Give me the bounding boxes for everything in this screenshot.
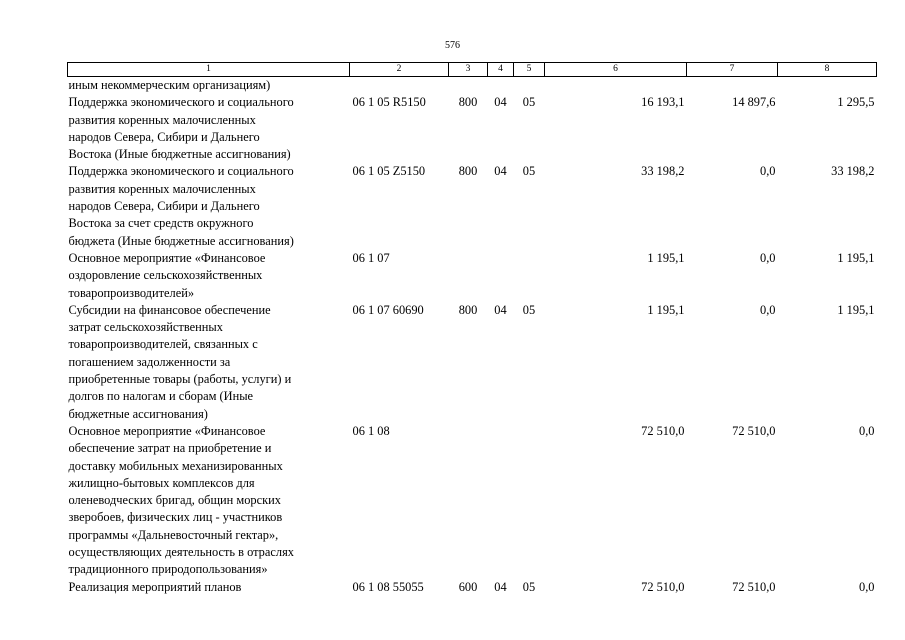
row-rz: 04 — [494, 579, 507, 594]
row-pr: 05 — [522, 95, 536, 110]
row-regional: 1 295,5 — [837, 95, 875, 110]
row-federal — [687, 77, 778, 95]
row-federal: 72 510,0 — [732, 423, 776, 438]
row-total: 72 510,0 — [641, 423, 685, 438]
row-pr: 05 — [522, 579, 536, 594]
row-csr: 06 1 07 60690 — [352, 302, 424, 317]
row-federal: 0,0 — [760, 250, 776, 265]
row-regional: 0,0 — [859, 423, 875, 438]
header-cell: 2 — [350, 63, 449, 77]
row-vr — [449, 423, 488, 579]
row-total — [545, 77, 687, 95]
header-cell: 4 — [488, 63, 514, 77]
row-total: 16 193,1 — [641, 95, 685, 110]
row-name: Поддержка экономического и социального развития коренных малочисленных народов Севера, Сибири и Дальнего Востока за счет средств окружного бюджета (Иные бюджетные ассигнования) — [68, 164, 294, 248]
table-row — [68, 163, 877, 249]
header-cell: 1 — [68, 63, 350, 77]
row-total: 72 510,0 — [641, 579, 685, 594]
header-row — [68, 63, 877, 77]
row-rz — [488, 250, 514, 302]
row-rz: 04 — [494, 95, 507, 110]
row-name: иным некоммерческим организациям) — [68, 78, 271, 92]
row-regional: 33 198,2 — [831, 164, 875, 179]
row-total: 1 195,1 — [647, 302, 685, 317]
table-row — [68, 302, 877, 423]
row-vr: 800 — [458, 164, 478, 179]
row-total: 1 195,1 — [647, 250, 685, 265]
row-vr: 800 — [458, 302, 478, 317]
header-cell: 7 — [687, 63, 778, 77]
header-cell: 8 — [778, 63, 877, 77]
row-name: Основное мероприятие «Финансовое обеспечение затрат на приобретение и доставку мобильных механизированных жилищно-бытовых комплексов для оленеводческих бригад, общин морских зверобоев, физических лиц - участников программы «Дальневосточный гектар», осуществляющих деятельность в отраслях традиционного природопользования» — [68, 423, 294, 577]
row-pr — [514, 77, 545, 95]
row-regional — [778, 77, 877, 95]
row-csr — [350, 77, 449, 95]
header-cell: 3 — [449, 63, 488, 77]
row-federal: 72 510,0 — [732, 579, 776, 594]
table-row — [68, 423, 877, 579]
row-total: 33 198,2 — [641, 164, 685, 179]
row-csr: 06 1 05 R5150 — [352, 95, 426, 110]
row-regional: 1 195,1 — [837, 302, 875, 317]
row-rz: 04 — [494, 164, 507, 179]
row-rz — [488, 77, 514, 95]
header-cell: 5 — [514, 63, 545, 77]
row-pr — [514, 250, 545, 302]
row-pr — [514, 423, 545, 579]
row-name: Субсидии на финансовое обеспечение затрат сельскохозяйственных товаропроизводителей, связанных с погашением задолженности за приобретенные товары (работы, услуги) и долгов по налогам и сборам (Иные бюджетные ассигнования) — [68, 302, 292, 421]
row-csr: 06 1 08 — [352, 423, 390, 438]
row-csr: 06 1 05 Z5150 — [352, 164, 426, 179]
row-vr: 600 — [458, 579, 478, 594]
row-pr: 05 — [522, 164, 536, 179]
header-cell: 6 — [545, 63, 687, 77]
row-vr — [449, 77, 488, 95]
row-pr: 05 — [522, 302, 536, 317]
row-csr: 06 1 07 — [352, 250, 390, 265]
row-vr: 800 — [458, 95, 478, 110]
row-federal: 14 897,6 — [732, 95, 776, 110]
row-csr: 06 1 08 55055 — [352, 579, 424, 594]
row-regional: 0,0 — [859, 579, 875, 594]
row-rz: 04 — [494, 302, 507, 317]
row-name: Основное мероприятие «Финансовое оздоровление сельскохозяйственных товаропроизводителей» — [68, 250, 266, 300]
row-regional: 1 195,1 — [837, 250, 875, 265]
row-name: Поддержка экономического и социального развития коренных малочисленных народов Севера, Сибири и Дальнего Востока (Иные бюджетные ассигнования) — [68, 95, 294, 162]
table-row — [68, 77, 877, 95]
budget-table — [67, 62, 877, 596]
row-rz — [488, 423, 514, 579]
row-vr — [449, 250, 488, 302]
row-federal: 0,0 — [760, 164, 776, 179]
page-number: 576 — [445, 40, 460, 51]
row-name: Реализация мероприятий планов — [68, 579, 242, 594]
row-federal: 0,0 — [760, 302, 776, 317]
table-row — [68, 579, 877, 596]
table-row — [68, 94, 877, 163]
table-row — [68, 250, 877, 302]
